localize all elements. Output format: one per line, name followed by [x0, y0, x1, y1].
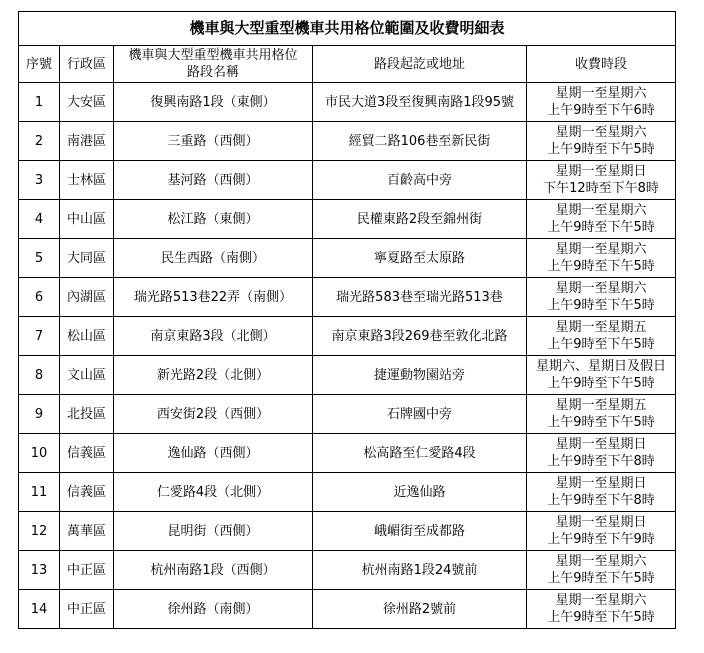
- cell-index: 14: [19, 590, 60, 629]
- cell-hours-time: 上午9時至下午5時: [547, 142, 655, 157]
- cell-road-name: 三重路（西側）: [114, 122, 313, 161]
- cell-hours-time: 上午9時至下午9時: [547, 532, 655, 547]
- cell-hours: [527, 200, 676, 239]
- cell-district: 松山區: [60, 317, 114, 356]
- cell-index: 6: [19, 278, 60, 317]
- cell-range: 瑞光路583巷至瑞光路513巷: [313, 278, 527, 317]
- cell-range: 松高路至仁愛路4段: [313, 434, 527, 473]
- cell-range: 經貿二路106巷至新民街: [313, 122, 527, 161]
- cell-range: 寧夏路至太原路: [313, 239, 527, 278]
- cell-index: 12: [19, 512, 60, 551]
- cell-district: 中正區: [60, 590, 114, 629]
- cell-index: 2: [19, 122, 60, 161]
- cell-district: 中山區: [60, 200, 114, 239]
- cell-hours: [527, 161, 676, 200]
- cell-road-name: 松江路（東側）: [114, 200, 313, 239]
- cell-road-name: 徐州路（南側）: [114, 590, 313, 629]
- table-row: [19, 239, 676, 278]
- cell-road-name: 西安街2段（西側）: [114, 395, 313, 434]
- cell-district: 大同區: [60, 239, 114, 278]
- cell-hours-days: 星期一至星期五: [555, 320, 647, 335]
- cell-road-name: 南京東路3段（北側）: [114, 317, 313, 356]
- cell-hours-time: 上午9時至下午5時: [547, 376, 655, 391]
- cell-district: 文山區: [60, 356, 114, 395]
- cell-district: 信義區: [60, 434, 114, 473]
- header-road-name-line1: 機車與大型重型機車共用格位: [128, 48, 298, 63]
- cell-road-name: 復興南路1段（東側）: [114, 83, 313, 122]
- cell-hours-time: 上午9時至下午5時: [547, 220, 655, 235]
- cell-hours-time: 上午9時至下午5時: [547, 298, 655, 313]
- cell-hours: [527, 473, 676, 512]
- cell-hours-days: 星期一至星期日: [555, 515, 647, 530]
- cell-hours-days: 星期一至星期六: [555, 203, 647, 218]
- cell-hours-days: 星期一至星期六: [555, 281, 647, 296]
- cell-hours: [527, 590, 676, 629]
- cell-district: 中正區: [60, 551, 114, 590]
- table-row: [19, 200, 676, 239]
- cell-hours-days: 星期一至星期六: [555, 125, 647, 140]
- cell-index: 8: [19, 356, 60, 395]
- cell-hours-time: 上午9時至下午8時: [547, 454, 655, 469]
- header-road-name: [114, 46, 313, 83]
- cell-road-name: 昆明街（西側）: [114, 512, 313, 551]
- cell-hours: [527, 434, 676, 473]
- header-road-name-line2: 路段名稱: [186, 65, 239, 80]
- cell-hours-days: 星期一至星期六: [555, 593, 647, 608]
- parking-fee-table: [18, 11, 676, 629]
- cell-road-name: 瑞光路513巷22弄（南側）: [114, 278, 313, 317]
- cell-road-name: 民生西路（南側）: [114, 239, 313, 278]
- table-row: [19, 551, 676, 590]
- cell-range: 近逸仙路: [313, 473, 527, 512]
- cell-hours: [527, 512, 676, 551]
- cell-hours: [527, 395, 676, 434]
- header-index: 序號: [19, 46, 60, 83]
- cell-index: 9: [19, 395, 60, 434]
- header-district: 行政區: [60, 46, 114, 83]
- cell-index: 3: [19, 161, 60, 200]
- header-row: [19, 46, 676, 83]
- cell-district: 士林區: [60, 161, 114, 200]
- cell-range: 百齡高中旁: [313, 161, 527, 200]
- cell-index: 10: [19, 434, 60, 473]
- cell-hours-time: 上午9時至下午5時: [547, 337, 655, 352]
- cell-range: 捷運動物園站旁: [313, 356, 527, 395]
- cell-hours-time: 上午9時至下午5時: [547, 571, 655, 586]
- table-title: 機車與大型重型機車共用格位範圍及收費明細表: [19, 12, 676, 46]
- cell-district: 北投區: [60, 395, 114, 434]
- cell-index: 11: [19, 473, 60, 512]
- table-row: [19, 278, 676, 317]
- cell-road-name: 杭州南路1段（西側）: [114, 551, 313, 590]
- cell-district: 南港區: [60, 122, 114, 161]
- cell-road-name: 基河路（西側）: [114, 161, 313, 200]
- cell-hours: [527, 83, 676, 122]
- table-row: [19, 317, 676, 356]
- cell-index: 5: [19, 239, 60, 278]
- cell-hours-time: 上午9時至下午5時: [547, 259, 655, 274]
- cell-road-name: 仁愛路4段（北側）: [114, 473, 313, 512]
- cell-hours-time: 上午9時至下午5時: [547, 610, 655, 625]
- cell-hours-time: 上午9時至下午6時: [547, 103, 655, 118]
- cell-hours-time: 上午9時至下午8時: [547, 493, 655, 508]
- cell-index: 7: [19, 317, 60, 356]
- cell-hours-days: 星期一至星期六: [555, 86, 647, 101]
- cell-hours: [527, 551, 676, 590]
- cell-index: 4: [19, 200, 60, 239]
- cell-district: 萬華區: [60, 512, 114, 551]
- cell-range: 徐州路2號前: [313, 590, 527, 629]
- cell-range: 市民大道3段至復興南路1段95號: [313, 83, 527, 122]
- cell-range: 民權東路2段至錦州街: [313, 200, 527, 239]
- cell-range: 峨嵋街至成都路: [313, 512, 527, 551]
- cell-hours-days: 星期一至星期日: [555, 437, 647, 452]
- cell-range: 杭州南路1段24號前: [313, 551, 527, 590]
- table-row: [19, 395, 676, 434]
- table-row: [19, 590, 676, 629]
- cell-district: 大安區: [60, 83, 114, 122]
- table-row: [19, 122, 676, 161]
- cell-hours-time: 上午9時至下午5時: [547, 415, 655, 430]
- cell-hours: [527, 239, 676, 278]
- cell-hours-days: 星期一至星期五: [555, 398, 647, 413]
- table-body: [19, 83, 676, 629]
- table-row: [19, 83, 676, 122]
- cell-hours-days: 星期一至星期日: [555, 476, 647, 491]
- table-row: [19, 161, 676, 200]
- header-hours: 收費時段: [527, 46, 676, 83]
- cell-district: 內湖區: [60, 278, 114, 317]
- table-row: [19, 434, 676, 473]
- cell-hours-days: 星期六、星期日及假日: [535, 359, 666, 374]
- cell-hours-days: 星期一至星期六: [555, 554, 647, 569]
- table-row: [19, 356, 676, 395]
- cell-range: 南京東路3段269巷至敦化北路: [313, 317, 527, 356]
- cell-range: 石牌國中旁: [313, 395, 527, 434]
- cell-hours: [527, 278, 676, 317]
- cell-hours: [527, 122, 676, 161]
- header-range: 路段起訖或地址: [313, 46, 527, 83]
- table-row: [19, 473, 676, 512]
- cell-road-name: 逸仙路（西側）: [114, 434, 313, 473]
- table-row: [19, 512, 676, 551]
- cell-hours-days: 星期一至星期六: [555, 242, 647, 257]
- cell-index: 1: [19, 83, 60, 122]
- cell-hours-time: 下午12時至下午8時: [543, 181, 659, 196]
- cell-index: 13: [19, 551, 60, 590]
- cell-hours: [527, 356, 676, 395]
- cell-hours: [527, 317, 676, 356]
- cell-hours-days: 星期一至星期日: [555, 164, 647, 179]
- cell-road-name: 新光路2段（北側）: [114, 356, 313, 395]
- cell-district: 信義區: [60, 473, 114, 512]
